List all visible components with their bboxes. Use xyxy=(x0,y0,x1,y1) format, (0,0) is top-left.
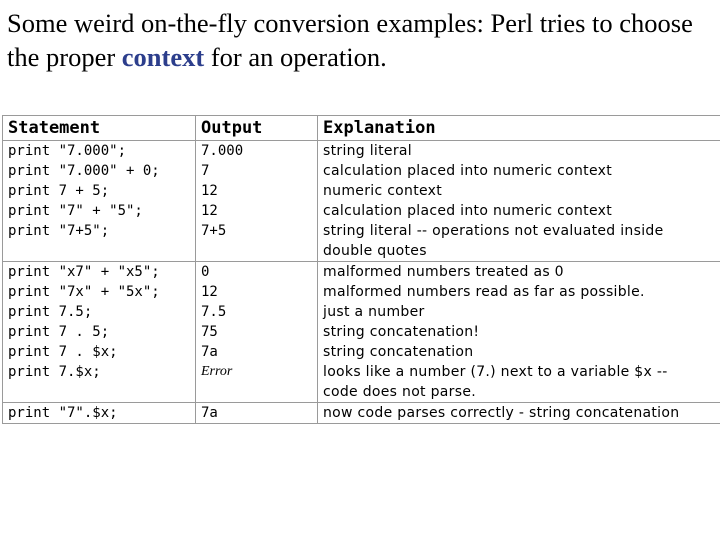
table-row xyxy=(3,403,720,424)
output-line: 75 xyxy=(201,324,218,340)
header-output: Output xyxy=(196,116,318,141)
title-keyword-context: context xyxy=(121,42,205,72)
statement-line: print "x7" + "x5"; xyxy=(8,264,160,280)
explanation-line: string literal xyxy=(323,143,412,159)
output-line: 7.000 xyxy=(201,143,244,159)
output-cell xyxy=(196,262,318,403)
statement-line: print "7.000"; xyxy=(8,143,127,159)
title-text-start: Some weird on-the-fly conversion examples: Perl tries to choose the proper xyxy=(7,8,693,72)
explanation-line: calculation placed into numeric context xyxy=(323,203,612,219)
explanation-line: numeric context xyxy=(323,183,443,199)
explanation-line: string literal -- operations not evaluated inside xyxy=(323,223,664,239)
statement-line: print 7.$x; xyxy=(8,364,101,380)
explanation-cell xyxy=(318,403,720,424)
output-line: 12 xyxy=(201,183,218,199)
statement-line xyxy=(8,241,190,261)
output-line: 7+5 xyxy=(201,223,227,239)
statement-line: print 7 . $x; xyxy=(8,344,118,360)
output-line: 7.5 xyxy=(201,304,227,320)
statement-line: print "7" + "5"; xyxy=(8,203,143,219)
table-row xyxy=(3,262,720,403)
output-line: Error xyxy=(201,364,233,379)
explanation-line: code does not parse. xyxy=(323,384,476,400)
output-line xyxy=(201,241,312,261)
table-body xyxy=(3,141,720,424)
statement-line xyxy=(8,382,190,402)
explanation-line: string concatenation! xyxy=(323,324,480,340)
explanation-line: malformed numbers treated as 0 xyxy=(323,264,564,280)
output-line: 7a xyxy=(201,405,218,421)
output-cell xyxy=(196,141,318,262)
header-statement: Statement xyxy=(3,116,196,141)
explanation-line: now code parses correctly - string concatenation xyxy=(323,405,680,421)
statement-cell xyxy=(3,262,196,403)
header-explanation: Explanation xyxy=(318,116,720,141)
explanation-line: just a number xyxy=(323,304,425,320)
statement-line: print "7".$x; xyxy=(8,405,118,421)
statement-line: print 7 + 5; xyxy=(8,183,110,199)
output-cell xyxy=(196,403,318,424)
statement-cell xyxy=(3,403,196,424)
conversion-table xyxy=(2,115,720,424)
table-header-row xyxy=(3,116,720,141)
table-row xyxy=(3,141,720,262)
statement-line: print 7.5; xyxy=(8,304,93,320)
statement-cell xyxy=(3,141,196,262)
output-line: 0 xyxy=(201,264,210,280)
slide-title xyxy=(7,6,717,74)
statement-line: print 7 . 5; xyxy=(8,324,110,340)
explanation-line: malformed numbers read as far as possible. xyxy=(323,284,645,300)
statement-line: print "7x" + "5x"; xyxy=(8,284,160,300)
output-line: 7a xyxy=(201,344,218,360)
explanation-line: double quotes xyxy=(323,243,427,259)
title-text-end: for an operation. xyxy=(204,42,387,72)
output-line: 7 xyxy=(201,163,210,179)
explanation-cell xyxy=(318,262,720,403)
statement-line: print "7+5"; xyxy=(8,223,110,239)
explanation-cell xyxy=(318,141,720,262)
statement-line: print "7.000" + 0; xyxy=(8,163,160,179)
explanation-line: calculation placed into numeric context xyxy=(323,163,612,179)
output-line: 12 xyxy=(201,203,218,219)
output-line xyxy=(201,382,312,402)
explanation-line: string concatenation xyxy=(323,344,474,360)
output-line: 12 xyxy=(201,284,218,300)
explanation-line: looks like a number (7.) next to a variable $x -- xyxy=(323,364,668,380)
